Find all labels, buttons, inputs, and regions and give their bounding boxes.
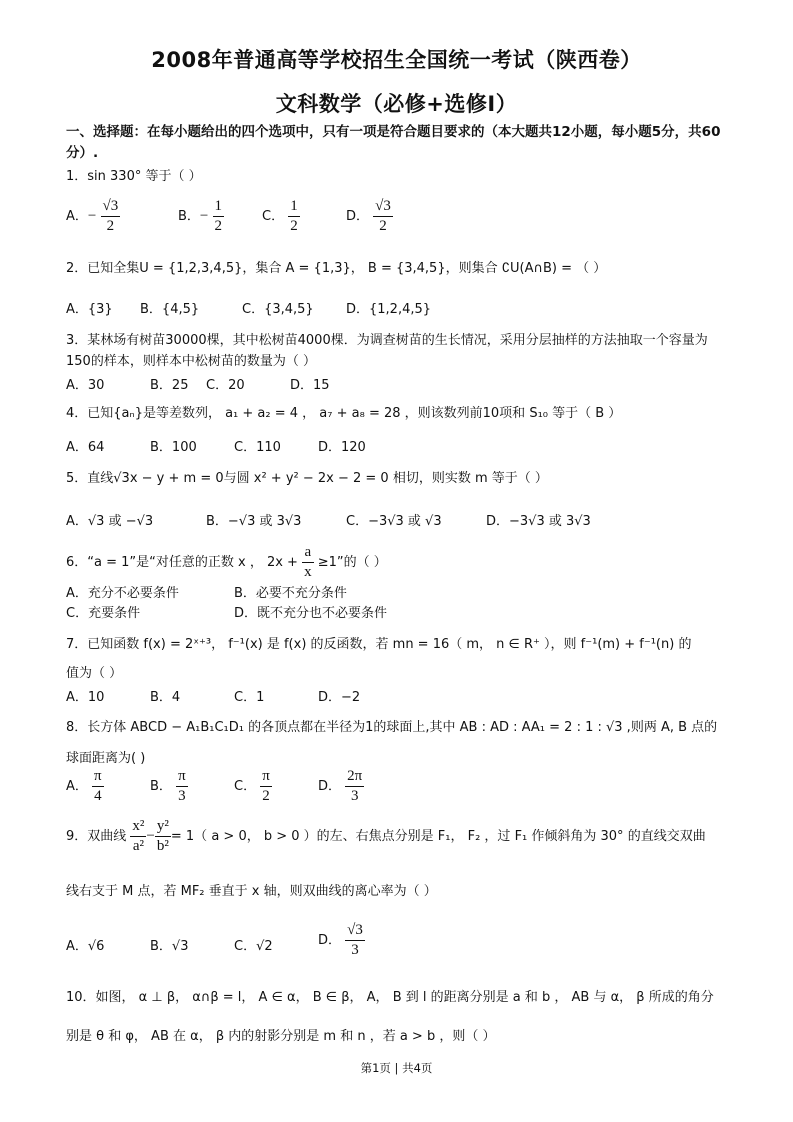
question-7-option-b: B．4 [150,690,181,705]
question-3-option-d: D．15 [290,378,330,393]
question-8-option-a: A． $\frac{\pi}{4}$ [66,768,102,804]
question-1-option-b: B．− $\frac{1}{2}$ [178,198,223,234]
question-5-option-b: B．−√3 或 3√3 [206,514,302,529]
fraction: $\frac{\pi}{3}$ [178,768,186,804]
question-1-option-c: C． $\frac{1}{2}$ [262,198,298,234]
fraction: $\frac{√3}{2}$ [375,198,391,234]
question-2-option-d: D．{1,2,4,5} [346,302,432,317]
question-1-option-d: D． $\frac{√3}{2}$ [346,198,391,234]
question-2-stem: 2．已知全集U = {1,2,3,4,5}，集合 A = {1,3}， B = {3,4,5}，则集合 ∁U(A∩B) = （ ） [66,261,607,276]
question-9-option-d: D． $\frac{√3}{3}$ [318,922,363,958]
question-5-option-a: A．√3 或 −√3 [66,514,154,529]
question-4-option-a: A．64 [66,440,105,455]
question-4-option-c: C．110 [234,440,281,455]
question-7-stem-cont: 值为（ ） [66,666,123,681]
question-9-option-a: A．√6 [66,939,105,954]
question-2-option-b: B．{4,5} [140,302,200,317]
question-7-option-c: C．1 [234,690,265,705]
question-9-stem: 9．双曲线 $\frac{\text{x²}}{\text{a²}}$ − $\frac{\text{y²}}{\text{b²}}$ = 1（ a > 0， b > 0 ）的左、右焦点分别是 F₁， F₂ ，过 F₁ 作倾斜角为 30° 的直线交双曲 [66,818,706,854]
question-9-stem-cont: 线右支于 M 点，若 MF₂ 垂直于 x 轴，则双曲线的离心率为（ ） [66,884,437,899]
section-heading: 一、选择题：在每小题给出的四个选项中，只有一项是符合题目要求的（本大题共12小题，每小题5分，共60分）. [66,124,721,161]
question-1-stem: 1．sin 330° 等于（ ） [66,169,202,184]
question-4-stem: 4．已知{aₙ}是等差数列， a₁ + a₂ = 4 ， a₇ + a₈ = 28 ，则该数列前10项和 S₁₀ 等于（ B ） [66,406,622,421]
question-5-option-d: D．−3√3 或 3√3 [486,514,591,529]
question-9-option-c: C．√2 [234,939,273,954]
question-7-option-d: D．−2 [318,690,361,705]
question-6-option-d: D．既不充分也不必要条件 [234,606,388,621]
question-8-option-c: C． $\frac{\pi}{2}$ [234,768,270,804]
fraction: $\frac{1}{2}$ [290,198,298,234]
question-3-option-c: C．20 [206,378,245,393]
question-3-option-b: B．25 [150,378,189,393]
fraction: $\frac{\pi}{4}$ [94,768,102,804]
fraction: $\frac{2\pi}{3}$ [347,768,363,804]
fraction: $\frac{\text{x²}}{\text{a²}}$ [132,818,145,854]
exam-subtitle: 文科数学（必修+选修Ⅰ） [275,92,518,116]
fraction: $\frac{a}{x}$ [304,544,312,580]
question-1-option-a: A．− $\frac{√3}{2}$ [66,198,119,234]
question-6-option-c: C．充要条件 [66,606,141,621]
fraction: $\frac{1}{2}$ [214,198,223,234]
question-2-option-a: A．{3} [66,302,113,317]
question-3-stem: 3．某林场有树苗30000棵，其中松树苗4000棵．为调查树苗的生长情况，采用分层抽样的方法抽取一个容量为150的样本，则样本中松树苗的数量为（ ） [66,333,708,369]
question-10-stem: 10．如图， α ⊥ β， α∩β = l， A ∈ α， B ∈ β， A， B 到 l 的距离分别是 a 和 b ， AB 与 α， β 所成的角分 [66,990,714,1005]
question-2-option-c: C．{3,4,5} [242,302,314,317]
question-6-option-b: B．必要不充分条件 [234,586,347,601]
question-5-option-c: C．−3√3 或 √3 [346,514,442,529]
fraction: $\frac{\text{y²}}{\text{b²}}$ [156,818,169,854]
question-4-option-d: D．120 [318,440,366,455]
question-4-option-b: B．100 [150,440,197,455]
question-9-option-b: B．√3 [150,939,189,954]
question-10-stem-cont: 别是 θ 和 φ， AB 在 α， β 内的射影分别是 m 和 n ，若 a > b ，则（ ） [66,1029,496,1044]
fraction: $\frac{\pi}{2}$ [262,768,270,804]
question-7-stem: 7．已知函数 f(x) = 2ˣ⁺³， f⁻¹(x) 是 f(x) 的反函数，若 mn = 16（ m， n ∈ R⁺ ），则 f⁻¹(m) + f⁻¹(n) 的 [66,637,692,652]
question-8-option-d: D． $\frac{2\pi}{3}$ [318,768,363,804]
page-footer: 第1页 | 共4页 [360,1061,433,1075]
question-8-stem-cont: 球面距离为( ) [66,751,146,766]
fraction: $\frac{√3}{2}$ [102,198,119,234]
question-6-option-a: A．充分不必要条件 [66,586,179,601]
question-7-option-a: A．10 [66,690,105,705]
question-3-option-a: A．30 [66,378,105,393]
exam-title: 2008年普通高等学校招生全国统一考试（陕西卷） [151,48,642,72]
question-6-stem: 6．“a = 1”是“对任意的正数 x ， 2x + $\frac{a}{x}$ ≥1”的（ ） [66,544,387,580]
question-8-option-b: B． $\frac{\pi}{3}$ [150,768,186,804]
fraction: $\frac{√3}{3}$ [347,922,363,958]
question-8-stem: 8．长方体 ABCD − A₁B₁C₁D₁ 的各顶点都在半径为1的球面上,其中 AB : AD : AA₁ = 2 : 1 : √3 ,则两 A, B 点的 [66,720,718,735]
question-5-stem: 5．直线√3x − y + m = 0与圆 x² + y² − 2x − 2 = 0 相切，则实数 m 等于（ ） [66,471,548,486]
